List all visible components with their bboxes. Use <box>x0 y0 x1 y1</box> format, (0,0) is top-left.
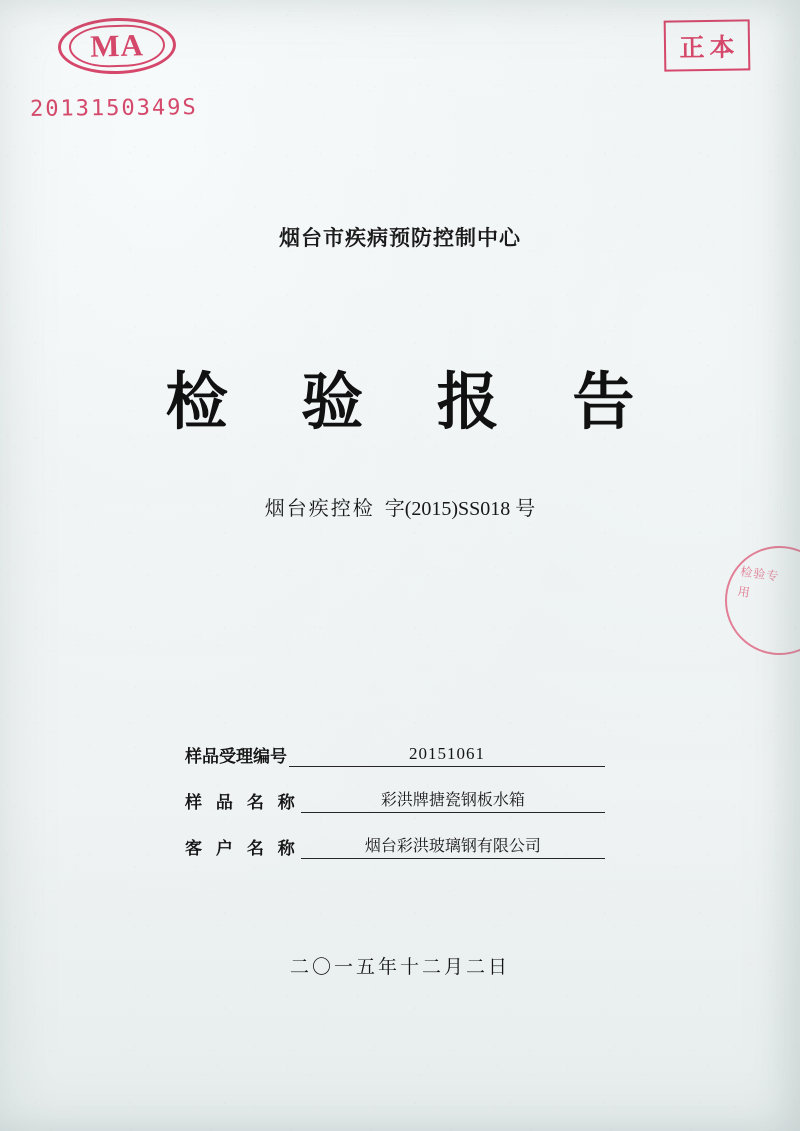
round-seal-icon <box>725 546 800 655</box>
field-value-client-name: 烟台彩洪玻璃钢有限公司 <box>301 833 605 859</box>
round-seal-text: 检验专用 <box>736 564 781 600</box>
field-row-sample-name <box>185 786 605 813</box>
field-row-sample-id <box>185 740 605 767</box>
field-value-sample-id: 20151061 <box>289 744 605 767</box>
report-number-prefix: 烟台疾控检 <box>264 498 375 520</box>
ma-certificate-number: 2013150349S <box>29 95 198 122</box>
ma-stamp-label: MA <box>89 27 145 64</box>
report-number-body: 字(2015)SS018 <box>384 498 511 520</box>
report-number-suffix: 号 <box>515 498 536 520</box>
field-label-client-name: 客 户 名 称 <box>185 839 299 859</box>
field-row-client-name <box>185 832 605 859</box>
field-label-sample-id: 样品受理编号 <box>185 747 287 767</box>
field-value-sample-name: 彩洪牌搪瓷钢板水箱 <box>301 787 605 813</box>
ma-accreditation-stamp-icon <box>58 18 176 74</box>
page-title: 检 验 报 告 <box>165 365 661 438</box>
field-label-sample-name: 样 品 名 称 <box>185 793 299 813</box>
organization-name: 烟台市疾病预防控制中心 <box>279 226 521 250</box>
copy-type-stamp <box>664 19 751 71</box>
copy-type-label: 正本 <box>679 32 740 62</box>
issue-date: 二〇一五年十二月二日 <box>289 956 510 978</box>
field-list <box>185 740 605 878</box>
report-number <box>0 492 800 521</box>
